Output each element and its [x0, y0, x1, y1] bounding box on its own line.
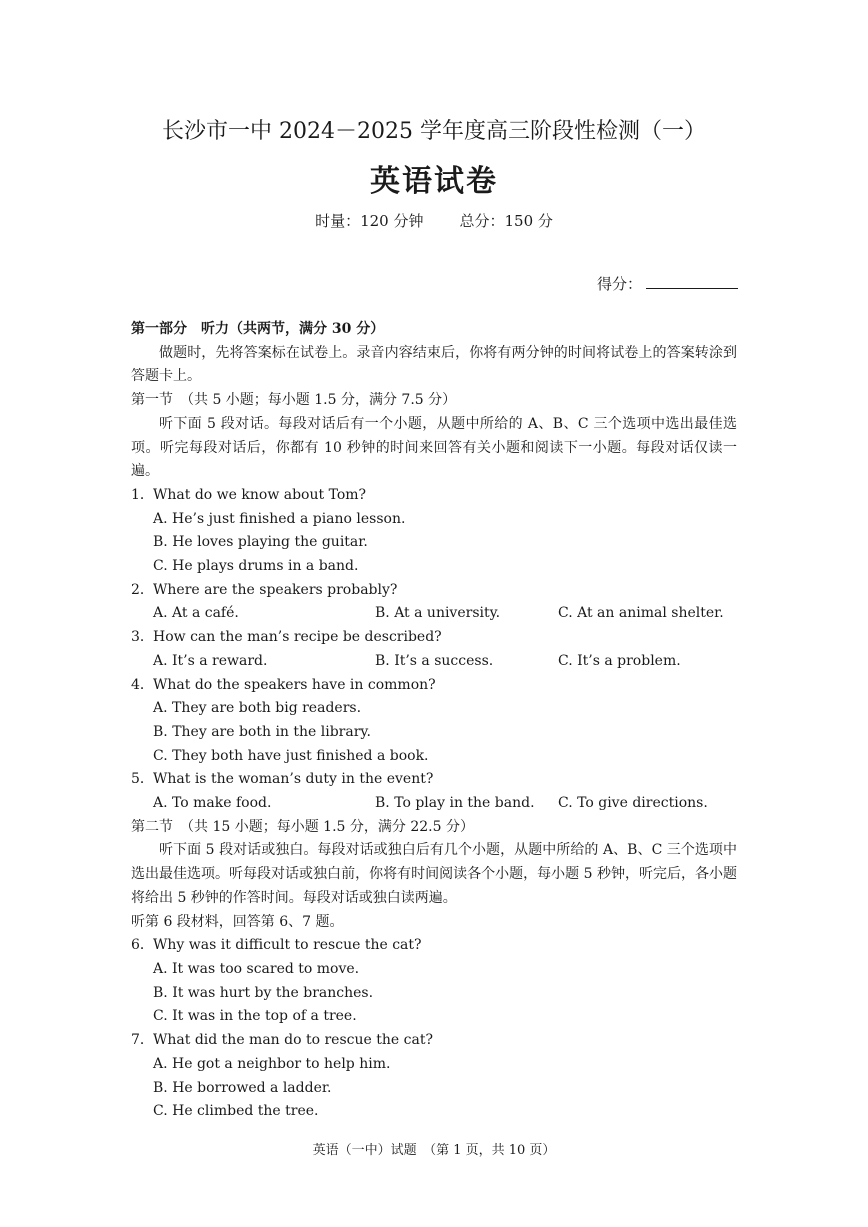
option-b: B. It was hurt by the branches.: [153, 984, 374, 1001]
option-c: C. At an animal shelter.: [558, 605, 724, 622]
question-text: How can the man’s recipe be described?: [153, 629, 442, 646]
section1-instruction: 听下面 5 段对话。每段对话后有一个小题，从题中所给的 A、B、C 三个选项中选出最佳选项。听完每段对话后，你都有 10 秒钟的时间来回答有关小题和阅读下一小题。每段对话仅读一遍。: [131, 415, 737, 480]
option-a: A. He’s just finished a piano lesson.: [153, 510, 406, 527]
question-stem: [131, 1029, 737, 1053]
options-row: [131, 792, 737, 816]
section1-heading: 第一节 （共 5 小题；每小题 1.5 分，满分 7.5 分）: [131, 392, 457, 409]
question: [131, 768, 737, 815]
part1-instruction: 做题时，先将答案标在试卷上。录音内容结束后，你将有两分钟的时间将试卷上的答案转涂到答题卡上。: [131, 344, 737, 385]
question-text: What do the speakers have in common?: [153, 676, 436, 693]
options-row: [131, 650, 737, 674]
question: [131, 579, 737, 626]
option-a: A. At a café.: [153, 605, 239, 622]
option-b: B. They are both in the library.: [153, 723, 371, 740]
option-a: A. To make food.: [153, 795, 272, 812]
part1-heading: 第一部分 听力（共两节，满分 30 分）: [131, 321, 385, 337]
exam-meta: [0, 210, 868, 231]
options-row: [131, 602, 737, 626]
question: [131, 626, 737, 673]
option-a: A. They are both big readers.: [153, 700, 362, 717]
question-stem: [131, 484, 737, 508]
option-b: B. At a university.: [375, 605, 501, 622]
option-b: B. He borrowed a ladder.: [153, 1079, 332, 1096]
question-stem: [131, 934, 737, 958]
time-limit: 时量：120 分钟: [315, 212, 424, 230]
total-score: 总分：150 分: [459, 212, 553, 230]
question: [131, 674, 737, 769]
question-number: 5．: [131, 771, 154, 788]
question-number: 6．: [131, 937, 154, 954]
question-number: 2．: [131, 581, 154, 598]
option-c: C. They both have just finished a book.: [153, 747, 429, 764]
score-blank: [646, 276, 738, 289]
question-text: What do we know about Tom?: [153, 486, 367, 503]
option-c: C. He climbed the tree.: [153, 1103, 319, 1120]
question-stem: [131, 768, 737, 792]
score-label: 得分：: [597, 275, 643, 293]
section2-heading: 第二节 （共 15 小题；每小题 1.5 分，满分 22.5 分）: [131, 818, 474, 835]
question-number: 4．: [131, 676, 154, 693]
option-c: C. It was in the top of a tree.: [153, 1008, 357, 1025]
option-b: B. To play in the band.: [375, 795, 535, 812]
option-a: A. It was too scared to move.: [153, 960, 360, 977]
question-number: 3．: [131, 629, 154, 646]
question-text: What did the man do to rescue the cat?: [153, 1032, 433, 1049]
question-text: Where are the speakers probably?: [153, 581, 398, 598]
page-footer: 英语（一中）试题 （第 1 页，共 10 页）: [312, 1143, 556, 1158]
exam-title: 长沙市一中 2024－2025 学年度高三阶段性检测（一）: [162, 119, 706, 144]
section2-instruction: 听下面 5 段对话或独白。每段对话或独白后有几个小题，从题中所给的 A、B、C 三个选项中选出最佳选项。听每段对话或独白前，你将有时间阅读各个小题，每小题 5 秒钟，听完后，各小题将给出 5 秒钟的作答时间。每段对话或独白读两遍。: [131, 842, 737, 906]
option-a: A. It’s a reward.: [153, 652, 268, 669]
question-number: 1．: [131, 486, 154, 503]
question-stem: [131, 626, 737, 650]
question: [131, 484, 737, 579]
question-stem: [131, 579, 737, 603]
exam-content: [131, 318, 737, 1124]
option-c: C. It’s a problem.: [558, 652, 681, 669]
question-text: Why was it difficult to rescue the cat?: [153, 937, 422, 954]
question: [131, 1029, 737, 1124]
option-c: C. To give directions.: [558, 795, 708, 812]
option-b: B. It’s a success.: [375, 652, 494, 669]
exam-subject: 英语试卷: [370, 164, 498, 199]
option-b: B. He loves playing the guitar.: [153, 534, 368, 551]
question: [131, 934, 737, 1029]
score-field: [597, 273, 738, 294]
question-text: What is the woman’s duty in the event?: [153, 771, 434, 788]
question-number: 7．: [131, 1032, 154, 1049]
question-stem: [131, 674, 737, 698]
option-c: C. He plays drums in a band.: [153, 558, 359, 575]
option-a: A. He got a neighbor to help him.: [153, 1055, 391, 1072]
material-note: 听第 6 段材料，回答第 6、7 题。: [131, 913, 344, 930]
